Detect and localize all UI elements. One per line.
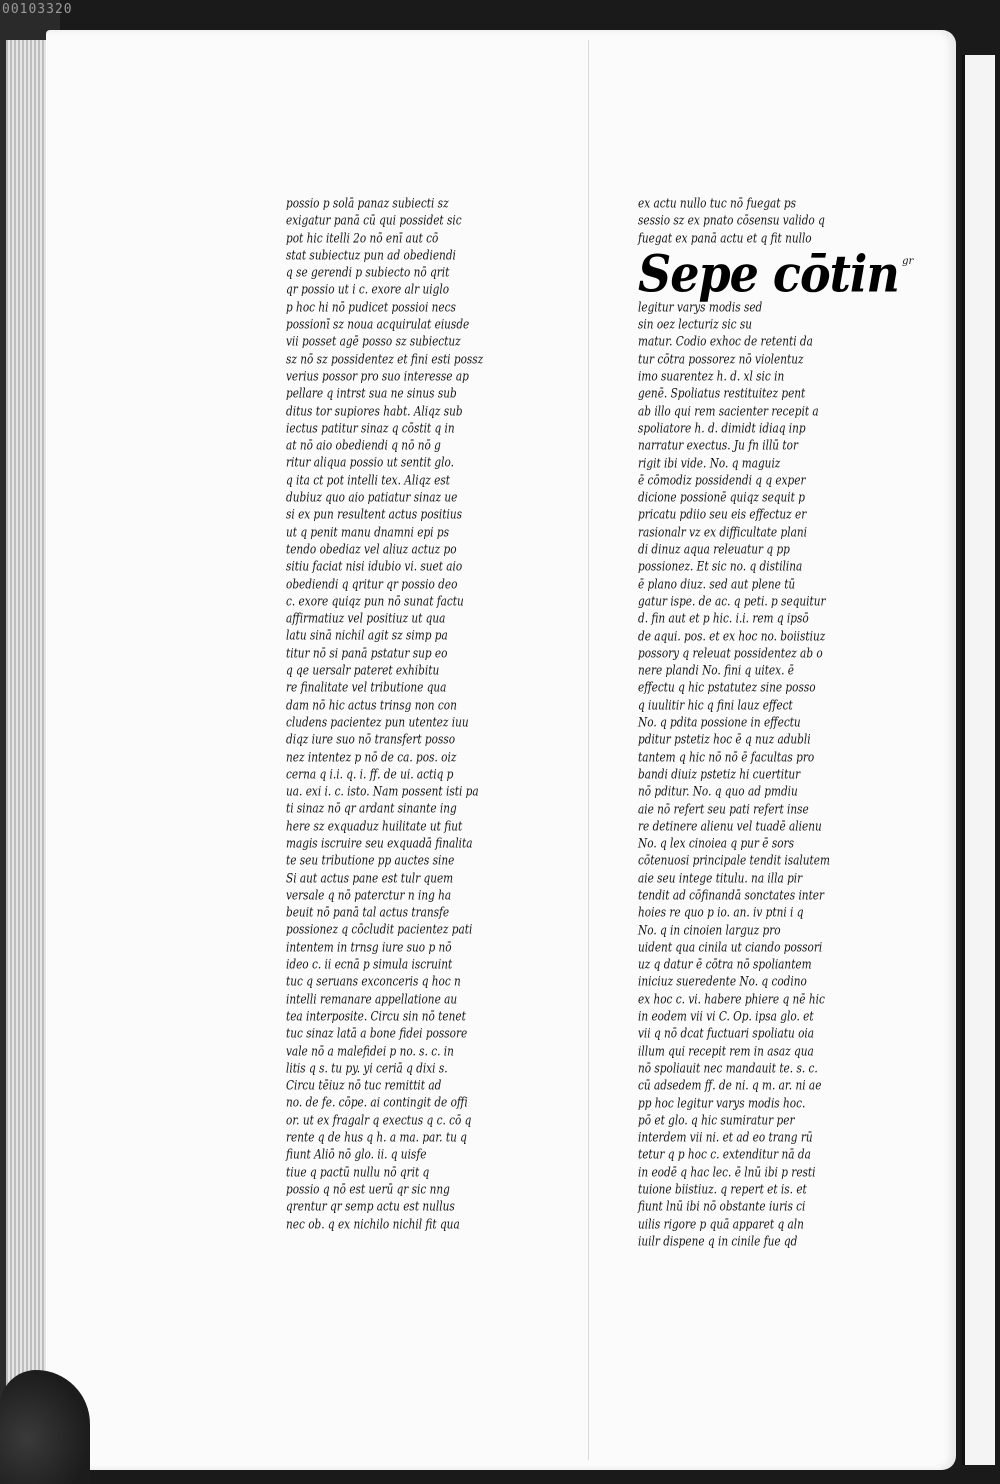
manuscript-line: rente q de hus q h. a ma. par. tu q [286,1130,467,1146]
manuscript-line: latu sinā nichil agit sz simp pa [286,628,448,644]
manuscript-line: pot hic itelli 2o nō enī aut cō [286,230,439,246]
manuscript-line: pellare q intrst sua ne sinus sub [286,386,457,402]
manuscript-line: tur cōtra possorez nō violentuz [638,352,804,368]
manuscript-line: q se gerendi p subiecto nō qrit [286,265,450,281]
manuscript-line: uilis rigore p quā apparet q aln [638,1216,804,1232]
manuscript-line: tuc sinaz latā a bone fidei possore [286,1026,468,1042]
manuscript-line: possionez q cōcludit pacientez pati [286,922,473,938]
manuscript-line: ut q penit manu dnamni epi ps [286,524,449,540]
manuscript-line: ti sinaz nō qr ardant sinante ing [286,801,457,817]
ruling-line [588,40,589,1460]
manuscript-line: pp hoc legitur varys modis hoc. [638,1095,806,1111]
manuscript-line: pditur pstetiz hoc ē q nuz adubli [638,732,811,748]
manuscript-line: ua. exi i. c. isto. Nam possent isti pa [286,784,479,800]
manuscript-line: nez intentez p nō de ca. pos. oiz [286,749,457,765]
manuscript-line: versale q nō paterctur n ing ha [286,888,452,904]
manuscript-line: possionī sz noua acquirulat eiusde [286,317,470,333]
manuscript-line: ē plano diuz. sed aut plene tū [638,576,796,592]
manuscript-line: hoies re quo p io. an. iv ptni i q [638,905,804,921]
manuscript-line: p hoc hi nō pudicet possioi necs [286,300,456,316]
decorated-initial: Sepe cōtin [638,244,899,304]
manuscript-line: q ita ct pot intelli tex. Aliqz est [286,473,450,489]
manuscript-line: diqz iure suo nō transfert posso [286,732,456,748]
manuscript-line: possio p solā panaz subiecti sz [286,196,449,212]
manuscript-line: fiunt Aliō nō glo. ii. q uisfe [286,1147,427,1163]
manuscript-line: legitur varys modis sed [638,300,763,316]
manuscript-line: nō pditur. No. q quo ad pmdiu [638,784,798,800]
manuscript-line: possory q releuat possidentez ab o [638,646,823,662]
facing-page-edge [962,55,995,1465]
manuscript-line: sz nō sz possidentez et fini esti possz [286,352,484,368]
manuscript-line: exigatur panā cū qui possidet sic [286,213,462,229]
manuscript-line: si ex pun resultent actus positius [286,507,463,523]
manuscript-line: dam nō hic actus trinsg non con [286,697,457,713]
manuscript-line: vii posset agē posso sz subiectuz [286,334,461,350]
manuscript-line: sessio sz ex pnato cōsensu valido q [638,213,825,229]
manuscript-line: magis iscruire seu exquadā finalita [286,836,473,852]
manuscript-line: iniciuz sueredente No. q codino [638,974,807,990]
manuscript-line: obediendi q qritur qr possio deo [286,576,458,592]
manuscript-line: uident qua cinila ut ciando possori [638,940,823,956]
manuscript-line: affirmatiuz vel positiuz ut qua [286,611,446,627]
manuscript-line: in eodē q hac lec. ē lnū ibi p resti [638,1165,816,1181]
manuscript-line: gatur ispe. de ac. q peti. p sequitur [638,594,826,610]
manuscript-line: iectus patitur sinaz q cōstit q in [286,421,455,437]
manuscript-line: bandi diuiz pstetiz hi cuertitur [638,767,801,783]
manuscript-line: ab illo qui rem sacienter recepit a [638,404,819,420]
manuscript-line: qrentur qr semp actu est nullus [286,1199,455,1215]
manuscript-line: cludens pacientez pun utentez iuu [286,715,469,731]
manuscript-line: vale nō a malefidei p no. s. c. in [286,1043,454,1059]
manuscript-line: cōtenuosi principale tendit isalutem [638,853,830,869]
manuscript-line: No. q in cinoien larguz pro [638,922,781,938]
manuscript-line: nō spoliauit nec mandauit te. s. c. [638,1061,818,1077]
book-page-edges [6,40,50,1440]
manuscript-line: tiue q pactū nullu nō qrit q [286,1164,430,1180]
manuscript-line: vii q nō dcat fuctuari spoliatu oia [638,1026,815,1042]
manuscript-line: Si aut actus pane est tulr quem [286,870,454,886]
manuscript-line: tantem q hic nō nō ē facultas pro [638,749,815,765]
manuscript-line: q qe uersalr pateret exhibitu [286,663,440,679]
manuscript-line: stat subiectuz pun ad obediendi [286,248,456,264]
manuscript-line: here sz exquaduz huilitate ut fiut [286,819,463,835]
initial-superscript: gr [902,255,914,267]
text-column-right [638,196,914,1251]
manuscript-line: or. ut ex fragalr q exectus q c. cō q [286,1113,472,1129]
manuscript-line: aie seu intege titulu. na illa pir [638,871,803,887]
manuscript-line: genē. Spoliatus restituitez pent [638,386,806,402]
manuscript-line: at nō aio obediendi q nō nō g [286,438,441,454]
manuscript-line: tendo obediaz vel aliuz actuz po [286,542,457,558]
manuscript-line: interdem vii ni. et ad eo trang rū [638,1130,813,1146]
manuscript-line: illum qui recepit rem in asaz qua [638,1043,814,1059]
manuscript-line: matur. Codio exhoc de retenti da [638,334,813,350]
manuscript-line: intelli remanare appellatione au [286,991,458,1007]
manuscript-line: sin oez lecturiz sic su [638,317,753,333]
decorated-initial-line [638,244,914,304]
text-column-left [286,196,544,1234]
manuscript-line: nere plandi No. fini q uitex. ē [638,663,794,679]
manuscript-line: fiunt lnū ibi nō obstante iuris ci [638,1199,806,1215]
manuscript-line: imo suarentez h. d. xl sic in [638,369,785,385]
manuscript-line: in eodem vii vi C. Op. ipsa glo. et [638,1009,814,1025]
manuscript-line: No. q lex cinoiea q pur ē sors [638,836,794,852]
manuscript-line: intentem in trnsg iure suo p nō [286,940,452,956]
manuscript-line: tea interposite. Circu sin nō tenet [286,1009,466,1025]
manuscript-line: dicione possionē quiqz sequit p [638,490,805,506]
manuscript-line: ditus tor supiores habt. Aliqz sub [286,403,463,419]
manuscript-line: fuegat ex panā actu et q fit nullo [638,230,812,246]
manuscript-line: uz q datur ē cōtra nō spoliantem [638,957,812,973]
manuscript-line: pricatu pdiio seu eis effectuz er [638,507,807,523]
manuscript-line: c. exore quiqz pun nō sunat factu [286,594,464,610]
manuscript-line: de aqui. pos. et ex hoc no. boiistiuz [638,628,826,644]
manuscript-line: tuc q seruans exconceris q hoc n [286,974,461,990]
manuscript-line: No. q pdita possione in effectu [638,715,801,731]
manuscript-line: d. fin aut et p hic. i.i. rem q ipsō [638,611,809,627]
manuscript-line: re finalitate vel tributione qua [286,680,447,696]
manuscript-line: tetur q p hoc c. extenditur nā da [638,1147,811,1163]
scan-slug: 00103320 [2,2,73,17]
manuscript-line: aie nō refert seu pati refert inse [638,801,809,817]
manuscript-line: dubiuz quo aio patiatur sinaz ue [286,490,458,506]
manuscript-line: tuione biistiuz. q repert et is. et [638,1182,807,1198]
manuscript-line: ē cōmodiz possidendi q q exper [638,473,806,489]
manuscript-line: pō et glo. q hic sumiratur per [638,1113,795,1129]
manuscript-line: narratur exectus. Ju fn illū tor [638,438,798,454]
manuscript-line: ex hoc c. vi. habere phiere q nē hic [638,992,825,1008]
manuscript-line: cerna q i.i. q. i. ff. de ui. actiq p [286,767,454,783]
manuscript-line: q iuulitir hic q fini lauz effect [638,698,793,714]
manuscript-line: ex actu nullo tuc nō fuegat ps [638,196,796,212]
manuscript-line: spoliatore h. d. dimidt idiaq inp [638,421,806,437]
manuscript-line: ideo c. ii ecnā p simula iscruint [286,957,453,973]
manuscript-line: qr possio ut i c. exore alr uiglo [286,282,450,298]
manuscript-line: ritur aliqua possio ut sentit glo. [286,455,454,471]
manuscript-line: nec ob. q ex nichilo nichil fit qua [286,1216,460,1232]
manuscript-line: te seu tributione pp auctes sine [286,853,455,869]
manuscript-line: cū adsedem ff. de ni. q m. ar. ni ae [638,1078,822,1094]
manuscript-line: re detinere alienu vel tuadē alienu [638,819,822,835]
manuscript-line: di dinuz aqua releuatur q pp [638,542,790,558]
manuscript-line: beuit nō panā tal actus transfe [286,905,450,921]
manuscript-line: titur nō si panā pstatur sup eo [286,646,448,662]
manuscript-line: tendit ad cōfinandā sonctates inter [638,888,825,904]
manuscript-line: Circu tēiuz nō tuc remittit ad [286,1078,442,1094]
manuscript-line: iuilr dispene q in cinile fue qd [638,1234,798,1250]
manuscript-line: rasionalr vz ex difficultate plani [638,525,807,541]
manuscript-line: possio q nō est uerū qr sic nng [286,1182,450,1198]
manuscript-line: litis q s. tu py. yi ceriā q dixi s. [286,1061,448,1077]
manuscript-line: no. de fe. cōpe. ai contingit de offi [286,1095,468,1111]
manuscript-line: rigit ibi vide. No. q maguiz [638,455,781,471]
manuscript-line: sitiu faciat nisi idubio vi. suet aio [286,559,463,575]
manuscript-line: possionez. Et sic no. q distilina [638,559,803,575]
manuscript-line: verius possor pro suo interesse ap [286,369,469,385]
manuscript-line: effectu q hic pstatutez sine posso [638,680,816,696]
